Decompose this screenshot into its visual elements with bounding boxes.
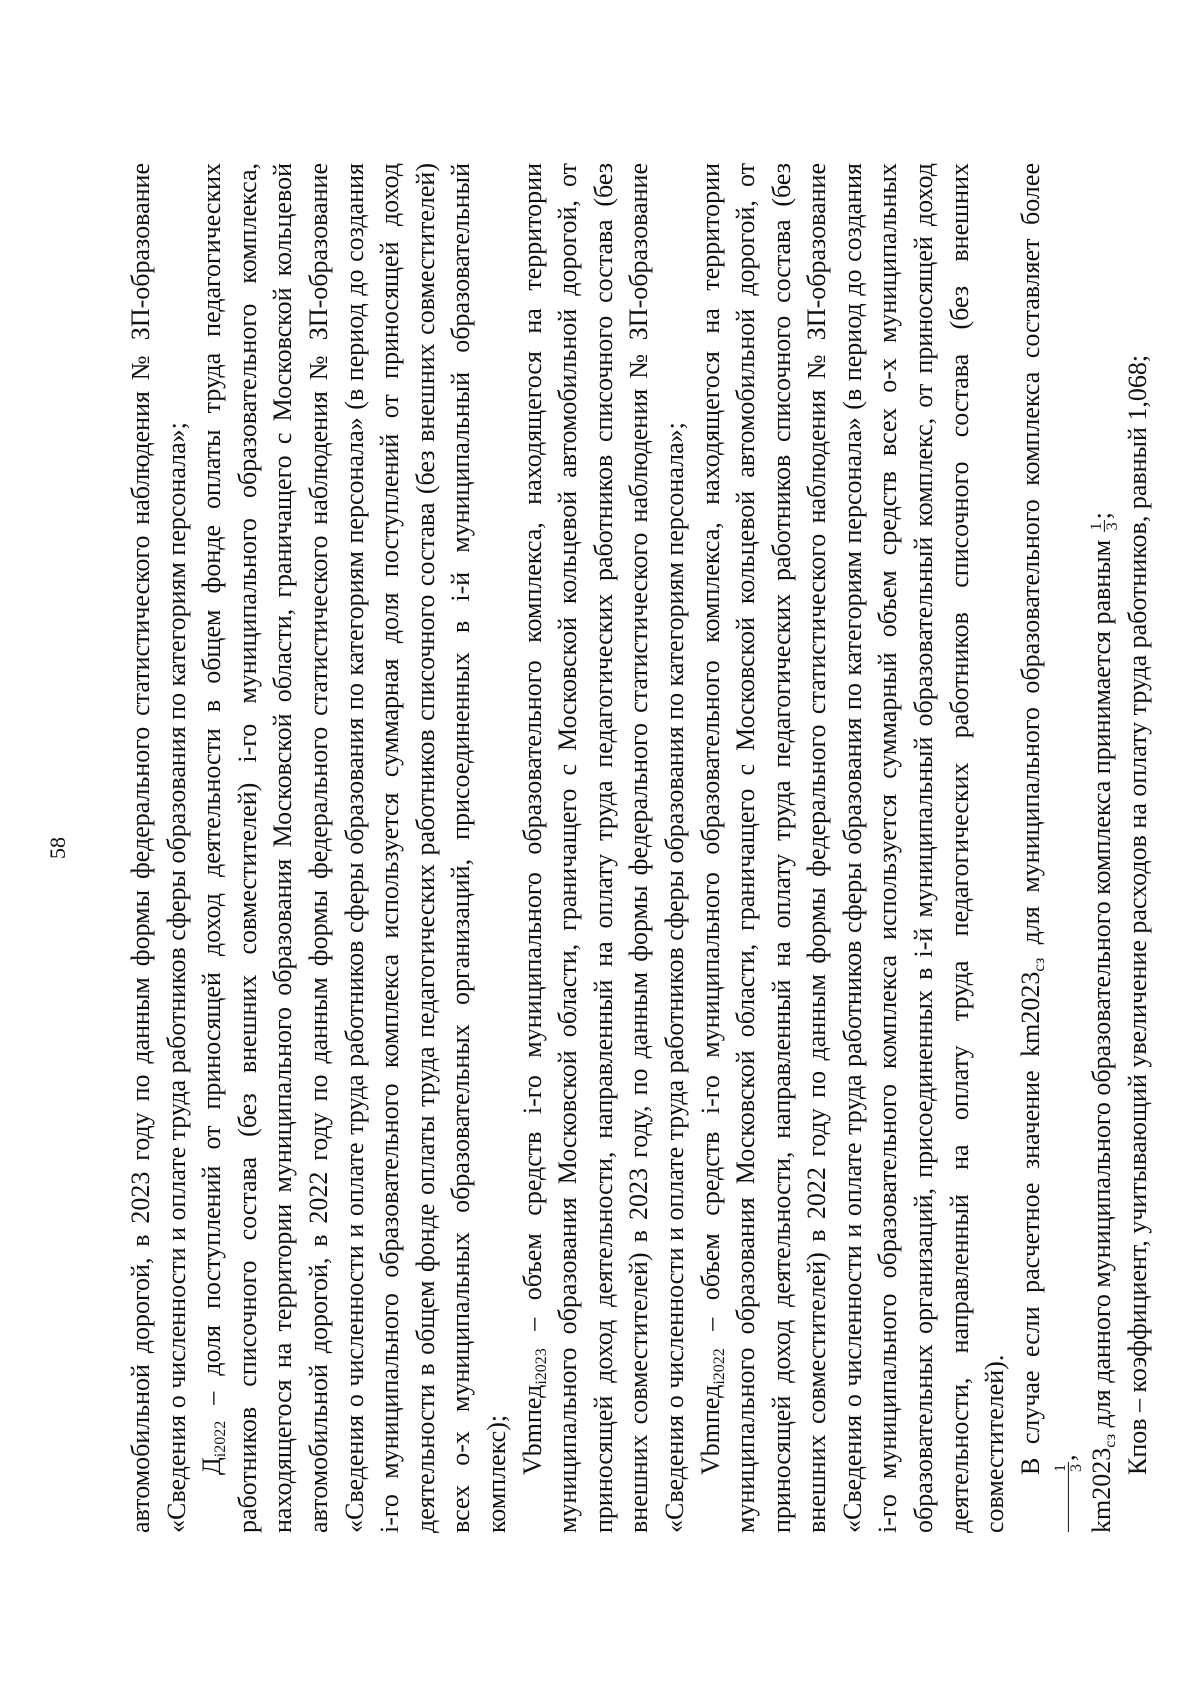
paragraph-6-text-end: для данного муниципального образовательного комплекса принимается равным [1086, 533, 1116, 1434]
paragraph-2-text: – доля поступлений от приносящей доход деятельности в общем фонде оплаты труда педагогических работников списочного состава (без внешних совместителей) i-го муниципального образовательного комплекса, находящегося на территории муниципального образования Московской области, граничащего с Московской кольцевой автомобильной дорогой, в 2022 году по данным формы федерального статистического наблюдения № ЗП-образование «Сведения о численности и оплате труда работников сферы образования по категориям персонала» (в период до создания i-го муниципального образовательного комплекса используется суммарная доля поступлений от приносящей доход деятельности в общем фонде оплаты труда педагогических работников списочного состава (без внешних совместителей) всех о-х муниципальных образовательных организаций, присоединенных в i-й муниципальный образовательный комплекс); [197, 163, 511, 1533]
paragraph-3-text: – объем средств i-го муниципального образовательного комплекса, находящегося на территории муниципального образования Московской области, граничащего с Московской кольцевой автомобильной дорогой, от приносящей доход деятельности, направленный на оплату труда педагогических работников списочного состава (без внешних совместителей) в 2023 году, по данным формы федерального статистического наблюдения № ЗП-образование «Сведения о численности и оплате труда работников сферы образования по категориям персонала»; [517, 163, 689, 1533]
fraction-denominator: 3 [1067, 1464, 1085, 1472]
fraction-numerator: 1 [1087, 522, 1105, 531]
paragraph-5 [1013, 163, 1084, 1533]
rotated-content [45, 163, 1155, 1533]
paragraph-6 [1084, 163, 1120, 1533]
symbol-vbmped-2023-subscript: i2023 [532, 1348, 550, 1385]
fraction-numerator: 1 [1053, 1462, 1069, 1532]
symbol-vbmped-2022-subscript: i2022 [710, 1348, 728, 1385]
paragraph-5-text-start: В случае если расчетное значение km2023 [1015, 971, 1045, 1475]
paragraph-5-subscript: сз [1030, 957, 1048, 972]
symbol-d-subscript: i2022 [212, 1420, 230, 1458]
paragraph-3 [514, 163, 692, 1533]
fraction-denominator: 3 [1103, 522, 1121, 531]
symbol-vbmped-2022: Vbmпед [695, 1384, 725, 1475]
paragraph-4 [692, 163, 1012, 1533]
paragraph-5-tail: , [1051, 1454, 1081, 1461]
paragraph-1: автомобильной дорогой, в 2023 году по данным формы федерального статистического наблюдения № ЗП-образование «Сведения о численности и оплате труда работников сферы образования по категориям персонала»; [125, 163, 191, 1533]
paragraph-2 [194, 163, 514, 1533]
page-number: 58 [44, 837, 70, 859]
fraction-one-third [1088, 520, 1119, 532]
fraction-one-third [1053, 1462, 1084, 1532]
paragraph-4-text: – объем средств i-го муниципального образовательного комплекса, находящегося на территории муниципального образования Московской области, граничащего с Московской кольцевой автомобильной дорогой, от приносящей доход деятельности, направленный на оплату труда педагогических работников списочного состава (без внешних совместителей) в 2022 году по данным формы федерального статистического наблюдения № ЗП-образование «Сведения о численности и оплате труда работников сферы образования по категориям персонала» (в период до создания i-го муниципального образовательного комплекса используется суммарный объем средств всех о-х муниципальных образовательных организаций, присоединенных в i-й муниципальный образовательный комплекс, от приносящей доход деятельности, направленный на оплату труда педагогических работников списочного состава (без внешних совместителей). [695, 163, 1010, 1533]
paragraph-5-text-end: для муниципального образовательного комплекса составляет более [1015, 163, 1045, 958]
paragraph-6-text-start: km2023 [1086, 1447, 1116, 1533]
paragraph-6-subscript: сз [1101, 1433, 1119, 1448]
paragraph-7: Кпов – коэффициент, учитывающий увеличение расходов на оплату труда работников, равный 1,068; [1122, 354, 1152, 1475]
symbol-d: Д [197, 1457, 227, 1475]
symbol-vbmped-2023: Vbmпед [517, 1384, 547, 1475]
paragraph-6-tail: ; [1086, 512, 1116, 520]
